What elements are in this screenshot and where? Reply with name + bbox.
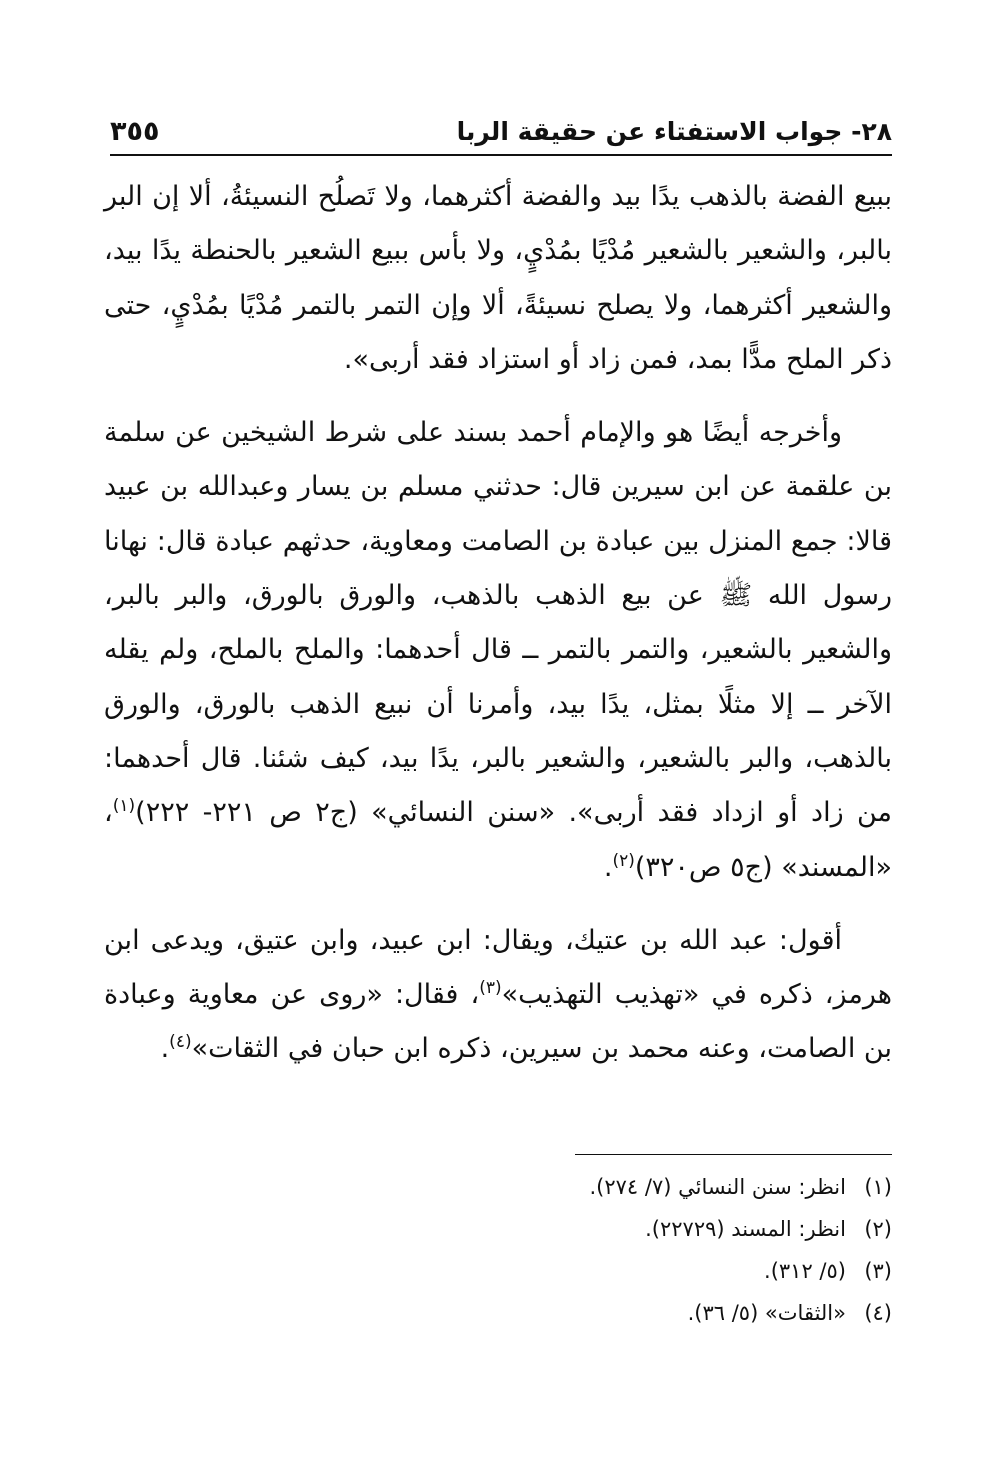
footnote-ref-2[interactable]: (٢) (612, 850, 635, 871)
footnote-1 (300, 1166, 892, 1208)
footnote-2-number: (٢) (864, 1217, 892, 1241)
main-text (104, 170, 892, 1077)
paragraph-2-text: وأخرجه أيضًا هو والإمام أحمد بسند على شرط الشيخين عن سلمة بن علقمة عن ابن سيرين قال: حدثني مسلم بن يسار وعبدالله بن عبيد قالا: جمع المنزل بين عبادة بن الصامت ومعاوية، حدثهم عبادة قال: نهانا رسول الله ﷺ عن بيع الذهب بالذهب، والورق بالورق، والبر بالبر، والشعير بالشعير، والتمر بالتمر ــ قال أحدهما: والملح بالملح، ولم يقله الآخر ــ إلا مثلًا بمثل، يدًا بيد، وأمرنا أن نبيع الذهب بالورق، والورق بالذهب، والبر بالشعير، والشعير بالبر، يدًا بيد، كيف شئنا. قال أحدهما: من زاد أو ازداد فقد أربى». «سنن النسائي» (ج٢ ص ٢٢١- ٢٢٢) (104, 417, 893, 829)
footnote-4 (300, 1292, 892, 1334)
chapter-title: ٢٨- جواب الاستفتاء عن حقيقة الربا (456, 117, 892, 146)
footnote-divider (575, 1154, 892, 1155)
footnote-2 (300, 1208, 892, 1250)
footnote-ref-3[interactable]: (٣) (479, 978, 502, 999)
footnotes (300, 1166, 892, 1334)
footnote-ref-1[interactable]: (١) (112, 796, 136, 817)
paragraph-2-text-cont: ، «المسند» (ج٥ ص٣٢٠) (104, 797, 892, 883)
paragraph-1-text: ببيع الفضة بالذهب يدًا بيد والفضة أكثرهما، ولا تَصلُح النسيئةُ، ألا إن البر بالبر، والشعير بالشعير مُدْيًا بمُدْيٍ، ولا بأس ببيع الشعير بالحنطة يدًا بيد، والشعير أكثرهما، ولا يصلح نسيئةً، ألا وإن التمر بالتمر مُدْيًا بمُدْيٍ، حتى ذكر الملح مدًّا بمد، فمن زاد أو استزاد فقد أربى». (104, 181, 892, 375)
page-number: ٣٥٥ (110, 116, 160, 147)
paragraph-3 (104, 914, 892, 1077)
footnote-2-text: انظر: المسند (٢٢٧٢٩). (645, 1217, 846, 1241)
paragraph-2-text-end: . (603, 851, 613, 883)
footnote-3-number: (٣) (864, 1259, 892, 1283)
paragraph-2 (104, 406, 892, 895)
paragraph-3-text: أقول: عبد الله بن عتيك، ويقال: ابن عبيد، وابن عتيق، ويدعى ابن هرمز، ذكره في «تهذيب التهذيب» (104, 924, 892, 1011)
footnote-1-number: (١) (864, 1175, 892, 1199)
footnote-3-text: (٥/ ٣١٢). (764, 1259, 846, 1283)
footnote-3 (300, 1250, 892, 1292)
paragraph-3-text-end: . (160, 1033, 170, 1065)
running-header (110, 112, 892, 156)
paragraph-3-text-cont: ، فقال: «روى عن معاوية وعبادة بن الصامت، وعنه محمد بن سيرين، ذكره ابن حبان في الثقات» (104, 979, 892, 1065)
footnote-ref-4[interactable]: (٤) (169, 1032, 192, 1053)
footnote-4-number: (٤) (864, 1301, 892, 1325)
footnote-1-text: انظر: سنن النسائي (٧/ ٢٧٤). (589, 1175, 846, 1199)
footnote-4-text: «الثقات» (٥/ ٣٦). (687, 1301, 846, 1325)
paragraph-1 (104, 170, 892, 387)
